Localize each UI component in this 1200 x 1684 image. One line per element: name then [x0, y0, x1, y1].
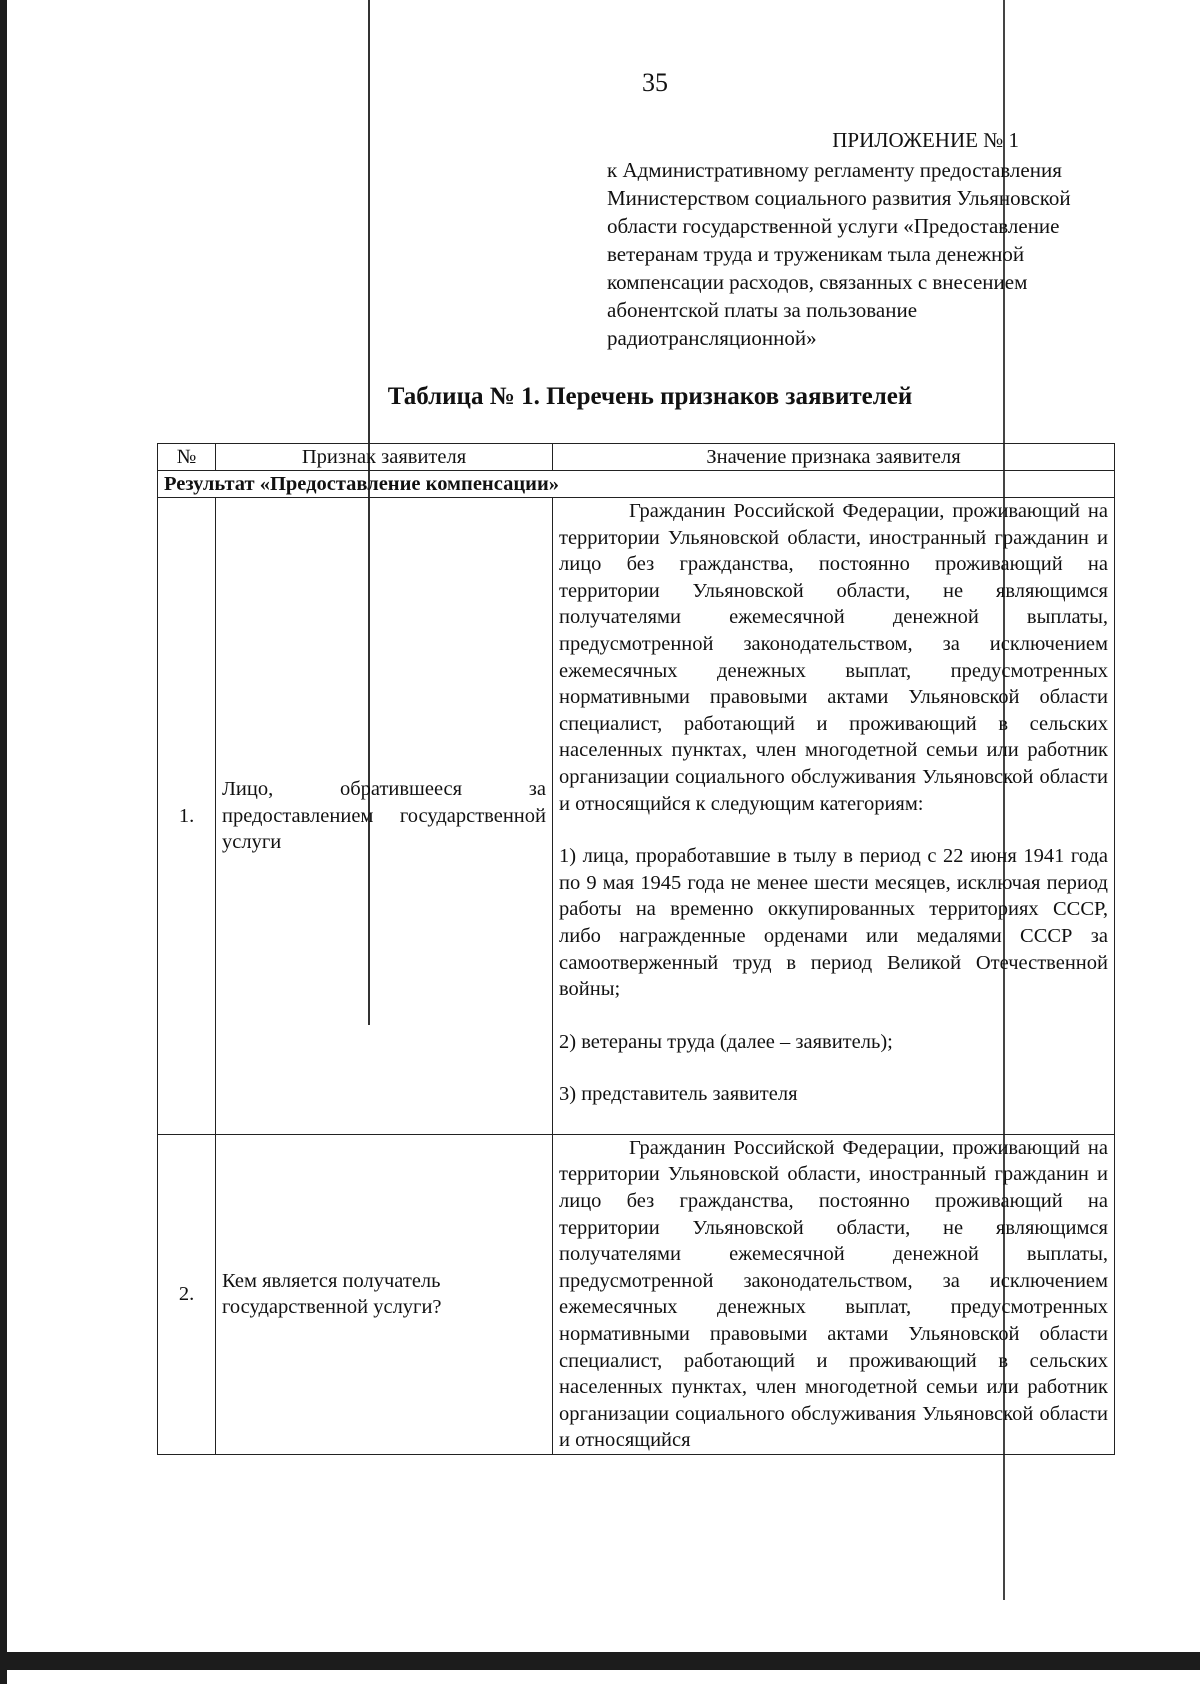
row-sign-text: Лицо, обратившееся за предоставлением государственной услуги	[222, 778, 546, 854]
row-number: 2.	[158, 1134, 216, 1454]
result-label: Результат «Предоставление компенсации»	[158, 471, 1115, 498]
header-number: №	[158, 444, 216, 471]
row-value	[553, 1134, 1115, 1454]
value-item-3: 3) представитель заявителя	[559, 1083, 798, 1106]
row-value	[553, 498, 1115, 1135]
header-value: Значение признака заявителя	[553, 444, 1115, 471]
table-row	[158, 498, 1115, 1135]
appendix-text: к Административному регламенту предоставления Министерством социального развития Ульяновской области государственной услуги «Предоставление ветеранам труда и труженикам тыла денежной компенсации расходов, связанных с внесением абонентской платы за пользование радиотрансляционной»	[607, 158, 1071, 350]
table-header-row	[158, 444, 1115, 471]
table-title: Таблица № 1. Перечень признаков заявителей	[387, 383, 913, 410]
value-intro: Гражданин Российской Федерации, проживающий на территории Ульяновской области, иностранный гражданин и лицо без гражданства, постоянно проживающий на территории Ульяновской области, не являющимся получателями ежемесячной денежной выплаты, предусмотренной законодательством, за исключением ежемесячных денежных выплат, предусмотренных нормативными правовыми актами Ульяновской области специалист, работающий и проживающий в сельских населенных пунктах, член многодетной семьи или работник организации социального обслуживания Ульяновской области и относящийся к следующим категориям:	[559, 500, 1108, 815]
header-sign: Признак заявителя	[216, 444, 553, 471]
row-sign	[216, 1134, 553, 1454]
row-sign	[216, 498, 553, 1135]
scan-bottom-band	[0, 1652, 1200, 1670]
row-number: 1.	[158, 498, 216, 1135]
table-row	[158, 1134, 1115, 1454]
appendix-title: ПРИЛОЖЕНИЕ № 1	[832, 128, 1019, 152]
result-row	[158, 471, 1115, 498]
value-item-1: 1) лица, проработавшие в тылу в период с 22 июня 1941 года по 9 мая 1945 года не менее шести месяцев, исключая период работы на временно оккупированных территориях СССР, либо награжденные орденами или медалями СССР за самоотверженный труд в период Великой Отечественной войны;	[559, 845, 1108, 1001]
page-number: 35	[642, 68, 668, 97]
value-intro: Гражданин Российской Федерации, проживающий на территории Ульяновской области, иностранный гражданин и лицо без гражданства, постоянно проживающий на территории Ульяновской области, не являющимся получателями ежемесячной денежной выплаты, предусмотренной законодательством, за исключением ежемесячных денежных выплат, предусмотренных нормативными правовыми актами Ульяновской области специалист, работающий и проживающий в сельских населенных пунктах, член многодетной семьи или работник организации социального обслуживания Ульяновской области и относящийся	[559, 1136, 1108, 1452]
value-item-2: 2) ветераны труда (далее – заявитель);	[559, 1030, 893, 1053]
scan-left-edge	[0, 0, 7, 1684]
appendix-header	[607, 126, 1127, 352]
row-sign-text: Кем является получатель государственной услуги?	[222, 1269, 442, 1319]
applicant-signs-table	[157, 443, 1115, 1455]
